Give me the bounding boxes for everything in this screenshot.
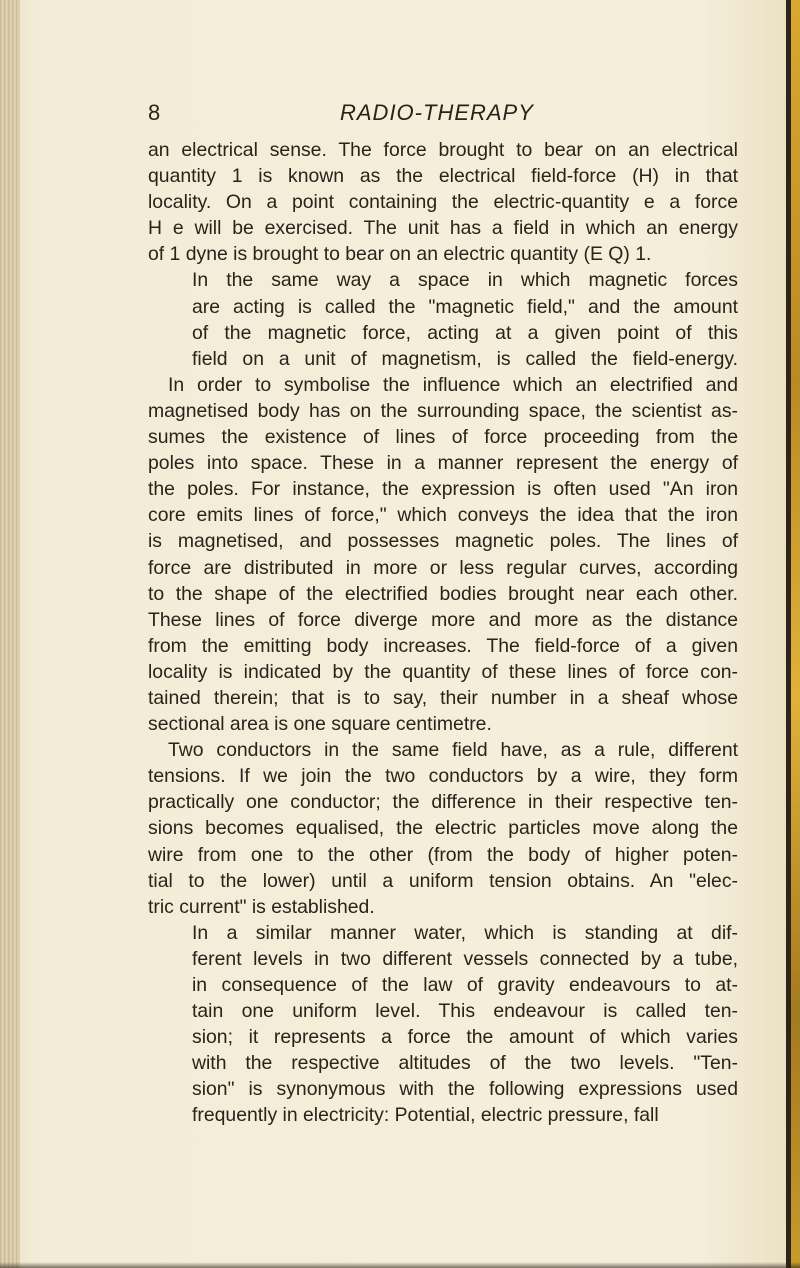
text-line: core emits lines of force," which conveys the idea that the iron: [148, 504, 738, 527]
text-line: practically one conductor; the difference in their respective ten-: [148, 791, 738, 814]
text-line: frequently in electricity: Potential, electric pressure, fall: [192, 1104, 659, 1127]
text-line: tric current" is established.: [148, 895, 375, 918]
text-line: In order to symbolise the influence which an electrified and: [168, 373, 738, 396]
text-line: sion" is synonymous with the following expressions used: [192, 1078, 738, 1101]
text-line: field on a unit of magnetism, is called the field-energy.: [192, 347, 738, 370]
text-line: of the magnetic force, acting at a given point of this: [192, 321, 738, 344]
text-line: force are distributed in more or less regular curves, according: [148, 556, 738, 579]
text-line: of 1 dyne is brought to bear on an electric quantity (E Q) 1.: [148, 243, 652, 266]
text-line: is magnetised, and possesses magnetic poles. The lines of: [148, 530, 738, 553]
running-title: RADIO-THERAPY: [340, 100, 534, 125]
page-number: 8: [148, 100, 162, 125]
text-line: H e will be exercised. The unit has a field in which an energy: [148, 217, 738, 240]
text-line: Two conductors in the same field have, as a rule, different: [168, 739, 738, 762]
text-line: tained therein; that is to say, their number in a sheaf whose: [148, 686, 738, 709]
text-line: with the respective altitudes of the two levels. "Ten-: [192, 1052, 738, 1075]
body-text: [148, 137, 738, 1129]
text-line: quantity 1 is known as the electrical field-force (H) in that: [148, 165, 738, 188]
text-line: poles into space. These in a manner represent the energy of: [148, 452, 738, 475]
book-binding-right: [786, 0, 800, 1268]
page-bottom-shadow: [0, 1262, 800, 1268]
text-line: wire from one to the other (from the body of higher poten-: [148, 843, 738, 866]
text-line: the poles. For instance, the expression is often used "An iron: [148, 478, 738, 501]
text-line: sions becomes equalised, the electric particles move along the: [148, 817, 738, 840]
text-line: sectional area is one square centimetre.: [148, 713, 492, 736]
text-line: in consequence of the law of gravity endeavours to at-: [192, 974, 738, 996]
text-line: In a similar manner water, which is standing at dif-: [192, 921, 738, 944]
text-line: tensions. If we join the two conductors by a wire, they form: [148, 765, 738, 788]
text-line: sumes the existence of lines of force proceeding from the: [148, 426, 738, 449]
text-line: locality is indicated by the quantity of these lines of force con-: [148, 660, 738, 683]
text-line: sion; it represents a force the amount of which varies: [192, 1026, 738, 1049]
page-edge-left: [0, 0, 20, 1268]
text-line: magnetised body has on the surrounding space, the scientist as-: [148, 399, 738, 422]
text-line: from the emitting body increases. The field-force of a given: [148, 634, 738, 657]
text-line: In the same way a space in which magnetic forces: [192, 269, 738, 292]
text-line: an electrical sense. The force brought to bear on an electrical: [148, 139, 738, 161]
text-line: to the shape of the electrified bodies brought near each other.: [148, 582, 738, 605]
text-line: are acting is called the "magnetic field," and the amount: [192, 295, 738, 318]
text-line: tain one uniform level. This endeavour is called ten-: [192, 1000, 738, 1023]
text-line: locality. On a point containing the electric-quantity e a force: [148, 191, 738, 214]
text-line: These lines of force diverge more and more as the distance: [148, 608, 738, 631]
text-line: tial to the lower) until a uniform tension obtains. An "elec-: [148, 869, 738, 892]
text-line: ferent levels in two different vessels connected by a tube,: [192, 947, 738, 970]
